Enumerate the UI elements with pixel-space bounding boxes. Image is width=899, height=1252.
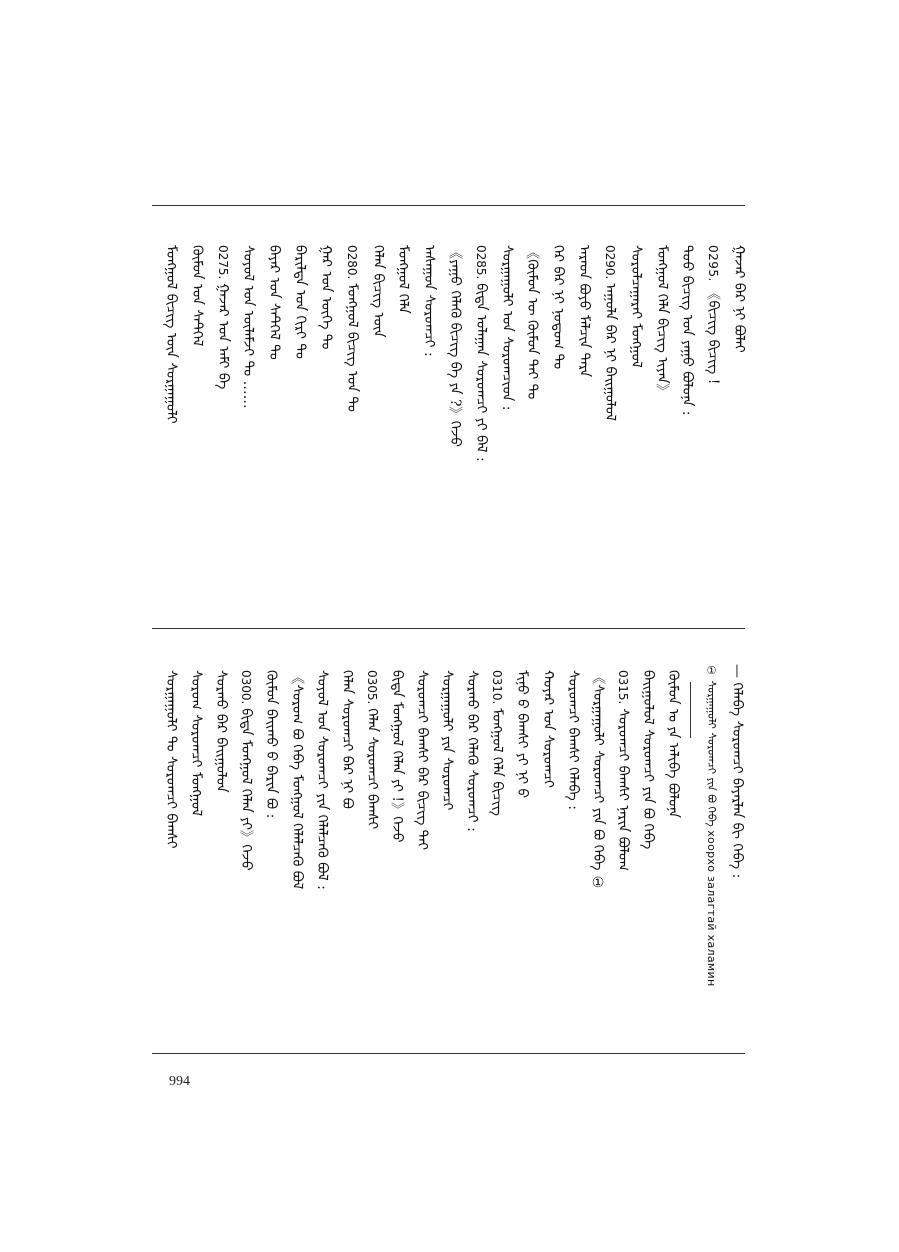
bottom-column-4 xyxy=(587,670,609,891)
verse-text: ᠮᠣᠩᠭᠣᠯ ᠬᠡᠯᠡ xyxy=(395,245,411,314)
verse-text: ᠰᠤᠷᠤᠭ ᠰᠤᠷᠤᠭᠴᠢ ᠮᠣᠩᠭᠣᠯ xyxy=(188,670,204,817)
verse-text: ᠬᠦᠮᠦᠨ ᠤᠨ ᠰᠡᠲᠭᠡᠯ xyxy=(189,245,205,347)
top-column-20 xyxy=(237,245,259,409)
top-column-12 xyxy=(444,245,466,447)
verse-text: ᠪᠢᠳᠡ ᠮᠣᠩᠭᠣᠯ ᠬᠡᠯᠡᠨ ᠶᠢ》ᠭᠡᠵᠦ xyxy=(238,708,254,871)
top-column-19 xyxy=(263,245,285,360)
verse-text: ᠬᠡᠯᠡᠨ ᠰᠤᠷᠤᠭᠴᠢ ᠪᠠᠷ ᠨᠢ ᠪᠣ xyxy=(339,670,355,809)
verse-text: 《ᠪᠢᠴᠢᠭ ᠪᠢᠴᠢᠭ ! xyxy=(705,286,721,385)
top-column-9 xyxy=(521,245,543,399)
verse-text: ᠳᠣᠣ ᠪᠢᠴᠢᠭ ᠤᠨ ᠶᠠᠭᠤ ᠪᠣᠯᠤᠨᠠ : xyxy=(679,245,695,416)
verse-text: ᠬᠦᠮᠦᠨ ᠪᠠᠢᠬᠤ ᠪ ᠪᠠᠷᠢᠨ ᠪᠣ : xyxy=(263,670,279,819)
verse-text: ᠰᠤᠷᠬᠤ ᠪᠠᠷ ᠪᠠᠢᠭᠤᠯᠤᠨ xyxy=(213,670,229,793)
verse-text: ᠠᠷᠠᠳ ᠪᠤᠶᠤ ᠮᠠᠯᠴᠢᠨ ᠲᠡᠷᠡ xyxy=(576,245,592,378)
verse-text: ᠰᠤᠷᠭᠠᠭᠤᠯᠢ ᠤᠨ ᠰᠤᠷᠤᠭᠴᠢᠳ : xyxy=(499,245,515,411)
verse-text: 《ᠬᠦᠮᠦᠨ ᠦ ᠬᠦᠮᠦᠨ ᠲᠠᠢ ᠲᠤ xyxy=(524,245,540,400)
line-number: 0305. xyxy=(365,670,379,705)
verse-text: ᠭᠡᠷ ᠪᠠᠷ ᠨᠢ ᠨᠤᠲᠤᠭ ᠲᠤ xyxy=(550,245,566,370)
top-column-21 xyxy=(212,245,234,389)
bottom-column-9 xyxy=(461,670,483,832)
verse-text: ᠮᠣᠩᠭᠣᠯ ᠪᠢᠴᠢᠭ ᠤᠨ ᠲᠤ xyxy=(344,283,360,412)
verse-text: ᠮᠢᠨᠤ ᠪ ᠪᠠᠭᠰᠢ ᠶᠢ ᠨᠢ ᠪ xyxy=(514,670,530,799)
bottom-column-1 xyxy=(662,670,684,818)
bottom-column-5 xyxy=(562,670,584,810)
verse-text: ᠰᠣᠶᠣᠯ ᠤᠨ ᠰᠤᠷᠤᠭᠴᠢ ᠶᠢᠨ ᠬᠡᠯᠡᠯᠴᠡᠬᠦ ᠪᠣᠯ : xyxy=(314,670,330,890)
verse-text: 《ᠰᠤᠷᠭᠠᠭᠤᠯᠢ ᠰᠤᠷᠤᠭᠴᠢ ᠶᠢᠨ ᠪᠣ ᠭᠡᠪᠡ ① xyxy=(590,670,606,891)
bottom-column-8 xyxy=(486,670,508,816)
verse-text: ᠪᠠᠶᠠᠷ ᠤᠨ ᠰᠡᠲᠭᠡᠯ ᠲᠤ xyxy=(266,245,282,360)
line-number: 0315. xyxy=(616,670,630,705)
bottom-column-6 xyxy=(537,670,559,788)
top-column-13 xyxy=(418,245,440,357)
top-column-5 xyxy=(625,245,647,368)
bottom-column-12 xyxy=(386,670,408,843)
bottom-column-3 xyxy=(612,670,634,871)
top-column-17 xyxy=(315,245,337,349)
top-column-15 xyxy=(367,245,389,338)
verse-text: ᠬᠣᠶᠠᠷ ᠤᠨ ᠰᠤᠷᠤᠭᠴᠢ xyxy=(540,670,556,788)
line-number: 0295. xyxy=(706,245,720,282)
top-column-2 xyxy=(702,245,724,384)
verse-text: 《ᠶᠠᠭᠤ ᠬᠡᠯᠡᠬᠦ ᠪᠢᠴᠢᠭ ᠪᠠ ᠶᠠ ?》ᠭᠡᠵᠦ xyxy=(447,245,463,448)
top-column-11 xyxy=(470,245,492,462)
bottom-column-15 xyxy=(311,670,333,890)
middle-horizontal-rule xyxy=(152,628,745,629)
page-number: 994 xyxy=(169,1074,190,1089)
bottom-column-21 xyxy=(160,670,182,849)
verse-text: 《ᠰᠤᠷᠤᠭ ᠪᠣ ᠭᠡᠪᠡ ᠮᠣᠩᠭᠣᠯ ᠬᠡᠯᠡᠯᠴᠡᠬᠦ ᠪᠣᠯ xyxy=(289,670,305,890)
bottom-column-11 xyxy=(411,670,433,850)
footnote-body: ᠰᠤᠷᠭᠠᠭᠤᠯᠢ ᠰᠤᠷᠤᠭᠴᠢ ᠶᠢᠨ ᠪᠣ ᠭᠡᠪᠡ хоорхо залагтай халамин xyxy=(705,680,718,987)
bottom-column-13 xyxy=(361,670,383,829)
bottom-column-19 xyxy=(210,670,232,793)
line-number: 0300. xyxy=(239,670,253,705)
verse-text: ᠠᠭᠤᠯᠠ ᠪᠠᠷ ᠨᠢ ᠪᠠᠢᠭᠤᠯᠤᠯ xyxy=(602,283,618,422)
line-number: 0275. xyxy=(216,245,230,280)
bottom-horizontal-rule xyxy=(152,1053,745,1054)
footnote-marker: ① xyxy=(705,664,718,677)
top-column-7 xyxy=(573,245,595,377)
verse-text: ᠮᠣᠩᠭᠣᠯ ᠪᠢᠴᠢᠭ ᠦᠨ ᠰᠤᠷᠭᠠᠭᠤᠯᠢ xyxy=(163,245,179,424)
top-column-6 xyxy=(599,245,621,421)
verse-text: ᠭᠠᠵᠠᠷ ᠤᠨ ᠠᠮᠢ ᠪᠠ xyxy=(215,283,231,390)
verse-text: ᠰᠤᠷᠤᠭᠴᠢ ᠪᠠᠭᠰᠢ ᠪᠠᠷ ᠪᠢᠴᠢᠭ ᠲᠠᠢ xyxy=(414,670,430,851)
line-number: 0290. xyxy=(603,245,617,280)
top-column-4 xyxy=(651,245,673,398)
verse-text: ᠰᠤᠷᠤᠯᠴᠠᠭᠠᠷᠠᠢ ᠮᠣᠩᠭᠣᠯ xyxy=(628,245,644,368)
bottom-column-2 xyxy=(637,670,659,849)
bottom-column-17 xyxy=(260,670,282,818)
top-column-23 xyxy=(160,245,182,424)
line-number: 0280. xyxy=(345,245,359,280)
bottom-column-7 xyxy=(511,670,533,798)
verse-text: ᠪᠠᠷᠢᠯᠳᠠ ᠤᠨ ᠬᠢᠷᠢ ᠲᠤ xyxy=(292,245,308,359)
verse-text: ᠪᠢᠳᠡ ᠤᠯᠠᠭᠠᠨ ᠰᠤᠷᠤᠭᠴᠢ ᠶᠢ ᠪᠡᠯ : xyxy=(473,283,489,462)
top-column-8 xyxy=(547,245,569,369)
verse-text: ᠭᠠᠷ ᠤᠨ ᠦᠭᠡ ᠲᠤ xyxy=(318,245,334,350)
verse-text: ᠬᠡᠯᠡᠨ ᠰᠤᠷᠤᠭᠴᠢ ᠪᠠᠭᠰᠢ xyxy=(364,708,380,830)
bottom-column-20 xyxy=(185,670,207,816)
verse-text: ᠬᠦᠮᠦᠨ ᠤ ᠶᠠ ᠠᠯᠢᠪᠠ ᠪᠣᠯᠤᠨᠠ xyxy=(665,670,681,819)
line-number: 0285. xyxy=(474,245,488,280)
top-column-16 xyxy=(341,245,363,412)
top-column-3 xyxy=(676,245,698,416)
verse-text: ᠮᠣᠩᠭᠣᠯ ᠬᠡᠯᠡ ᠪᠢᠴᠢᠭ ᠢᠶᠡᠨ》 xyxy=(654,245,670,398)
verse-text: ᠪᠠᠢᠭᠤᠯᠤᠯ ᠰᠤᠷᠤᠭᠴᠢ ᠶᠢᠨ ᠪᠣ ᠭᠡᠪᠡ xyxy=(640,670,656,850)
top-horizontal-rule xyxy=(152,205,745,206)
top-column-22 xyxy=(186,245,208,346)
bottom-column-16 xyxy=(286,670,308,889)
bottom-column-14 xyxy=(336,670,358,809)
verse-text: ᠰᠤᠷᠤᠭᠴᠢ ᠪᠠᠭᠰᠢ ᠨᠠᠷᠢᠨ ᠪᠤᠯᠤᠭ xyxy=(615,708,631,872)
footnote-separator xyxy=(690,682,691,738)
verse-text: ᠮᠣᠩᠭᠣᠯ ᠬᠡᠯᠡ ᠪᠢᠴᠢᠭ xyxy=(489,708,505,816)
verse-text: ᠬᠡᠯᠡᠨ ᠪᠢᠴᠢᠭ ᠦᠨ xyxy=(370,245,386,338)
verse-text: ᠰᠤᠷᠭᠠᠭᠤᠯᠢ ᠲᠤ ᠰᠤᠷᠤᠭᠴᠢ ᠪᠠᠭᠰᠢ xyxy=(163,670,179,849)
top-column-1 xyxy=(728,245,750,353)
bottom-column-10 xyxy=(436,670,458,810)
top-column-14 xyxy=(392,245,414,314)
verse-text: ᠰᠣᠶᠣᠯ ᠤᠨ ᠦᠯᠡᠮᠵᠢ ᠲᠤ …… xyxy=(240,245,256,409)
verse-text: ᠰᠤᠷᠤᠭᠴᠢ ᠪᠠᠭᠰᠢ ᠬᠡᠯᠡᠪᠡ : xyxy=(565,670,581,810)
verse-text: ᠪᠢᠳᠡ ᠮᠣᠩᠭᠣᠯ ᠬᠡᠯᠡᠨ ᠶᠢ !》ᠭᠡᠵᠦ xyxy=(389,670,405,843)
top-column-10 xyxy=(496,245,518,411)
verse-text: ᠰᠤᠷᠭᠠᠭᠤᠯᠢ ᠶᠢᠨ ᠰᠤᠷᠤᠭᠴᠢ xyxy=(439,670,455,811)
bottom-column-18 xyxy=(235,670,257,871)
verse-text: ᠰᠤᠷᠬᠤ ᠪᠠᠷ ᠬᠡᠯᠡᠬᠦ ᠰᠤᠷᠤᠭᠴᠢ : xyxy=(464,670,480,832)
verse-text: ᠠᠰᠠᠭᠤᠨ ᠰᠤᠷᠤᠭᠴᠢ : xyxy=(421,245,437,357)
verse-text: ᠭᠠᠵᠠᠷ ᠪᠠᠷ ᠨᠢ ᠪᠣᠯᠠᠢ xyxy=(731,245,747,353)
line-number: 0310. xyxy=(490,670,504,705)
footnote-text xyxy=(700,664,722,986)
footnote-lead-line: — ᠬᠡᠯᠡᠪᠡ ᠰᠤᠷᠤᠭᠴᠢ ᠪᠠᠶᠠᠷᠯᠠᠨ ᠪᠢ ᠭᠡᠪᠡ : xyxy=(729,664,745,879)
top-column-18 xyxy=(289,245,311,359)
